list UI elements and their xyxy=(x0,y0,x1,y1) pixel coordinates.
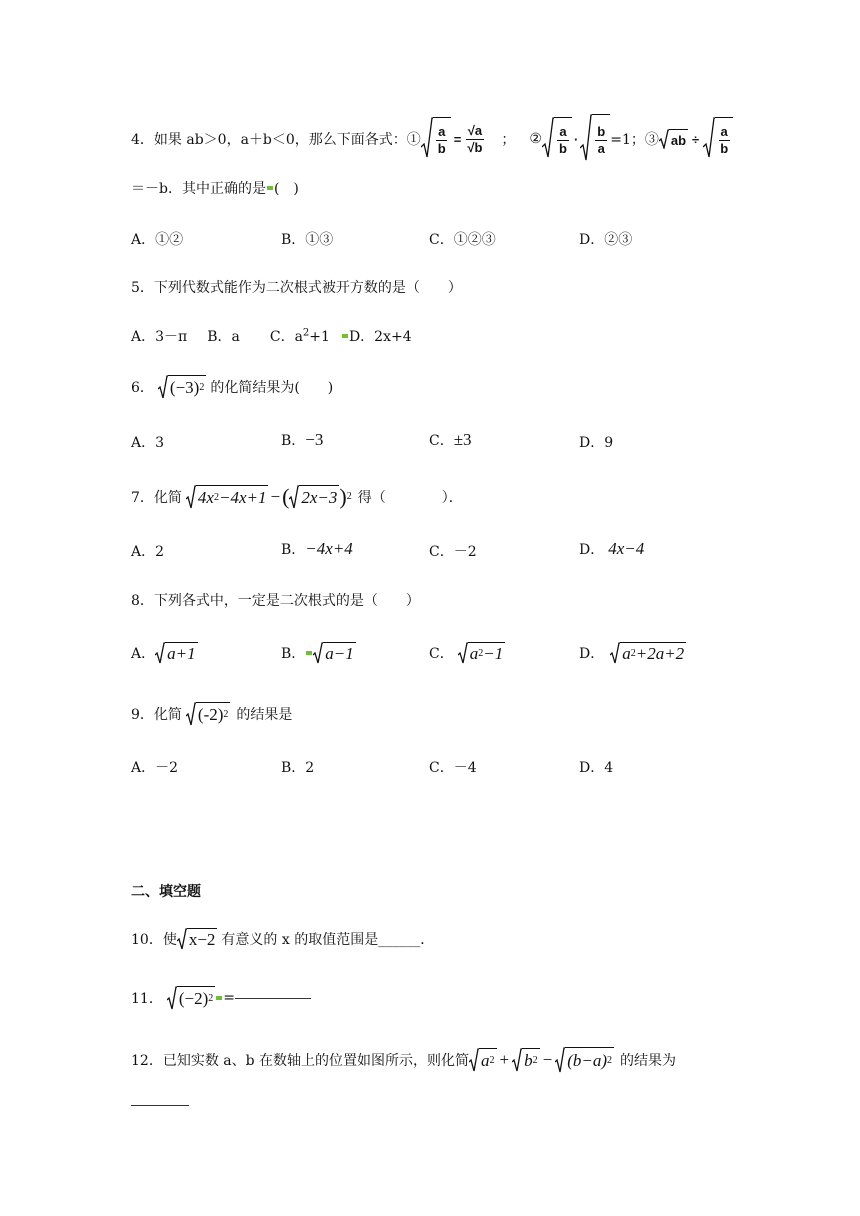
edit-marker-icon xyxy=(342,334,348,338)
q4-answer-paren: ( ) xyxy=(273,181,299,197)
q4-expr2-radical-b: $\frac{b}{a}$ xyxy=(580,114,610,164)
q5-option-b: B．a xyxy=(207,329,240,345)
q12-answer-blank[interactable] xyxy=(131,1104,189,1106)
q11-equals: = xyxy=(223,990,235,1006)
section-title-fill-in: 二、填空题 xyxy=(131,883,201,899)
q8-option-c: C． a 2 −1 xyxy=(429,644,504,663)
q6-option-d: D．9 xyxy=(579,435,614,451)
q4-expr1-rhs: $\frac{√a}{√b}$ xyxy=(467,122,483,155)
q4-option-b: B．①③ xyxy=(281,232,334,248)
q11-answer-blank[interactable] xyxy=(235,997,311,999)
q7-radical-2: 2x−3 xyxy=(289,485,339,509)
q4-stem: 4．如果 ab＞0，a＋b＜0，那么下面各式：① xyxy=(131,132,421,148)
q5-option-a: A．3－π xyxy=(131,329,188,345)
q4-expr3-radical-ab: ab xyxy=(659,129,688,149)
q12-radical-a: a 2 xyxy=(469,1048,497,1072)
q9-option-c: C．－4 xyxy=(429,760,477,776)
q7-option-c: C．－2 xyxy=(429,544,477,560)
q11-radical: (−2) 2 xyxy=(167,986,215,1010)
q4-expr3-radical-frac: $\frac{a}{b}$ xyxy=(703,117,733,161)
q4-option-c: C．①②③ xyxy=(429,232,496,248)
question-7: 7．化简 4x 2 −4x+1 − ( 2x−3 ) 2 得（ ）． xyxy=(131,484,463,509)
question-8: 8．下列各式中，一定是二次根式的是（ ） xyxy=(131,593,420,609)
q7-option-d: D． 4x−4 xyxy=(579,539,645,558)
q5-option-c: C．$a^2+1$ xyxy=(269,327,330,345)
q4-option-d: D．②③ xyxy=(579,232,633,248)
q4-stem-cont: ＝－b．其中正确的是 xyxy=(131,181,266,197)
q6-option-b: B． −3 xyxy=(281,430,324,449)
question-10: 10．使 x−2 有意义的 x 的取值范围是______． xyxy=(131,930,435,949)
q4-expr1-radical: $\frac{a}{b}$ xyxy=(421,117,451,161)
q10-radical: x−2 xyxy=(177,928,218,950)
q12-radical-ba: (b−a) 2 xyxy=(555,1047,614,1073)
q7-option-b: B． −4x+4 xyxy=(281,539,353,558)
q8-option-b: B． a−1 xyxy=(281,644,354,663)
question-4-line2 xyxy=(131,178,299,198)
q4-circle-2: ② xyxy=(529,131,542,147)
q8-option-a: A． a+1 xyxy=(131,644,196,663)
q6-option-c: C． ±3 xyxy=(429,430,472,449)
question-12: 12．已知实数 a、b 在数轴上的位置如图所示，则化简 a 2 + b 2 − (b−a) 2 的结果为 xyxy=(131,1047,676,1073)
question-6: 6． (−3) 2 的化简结果为( ) xyxy=(131,375,333,399)
q9-option-d: D．4 xyxy=(579,760,614,776)
q7-radical-1: 4x 2 −4x+1 xyxy=(186,485,269,509)
q6-radical: (−3) 2 xyxy=(158,375,206,399)
question-5: 5．下列代数式能作为二次根式被开方数的是（ ） xyxy=(131,280,462,296)
q4-expr2-radical-a: $\frac{a}{b}$ xyxy=(542,117,572,161)
q9-option-a: A．－2 xyxy=(131,760,179,776)
q9-option-b: B．2 xyxy=(281,760,315,776)
q7-option-a: A．2 xyxy=(131,544,165,560)
q5-options xyxy=(131,326,412,346)
question-11: 11． (−2) 2 = xyxy=(131,986,311,1010)
question-9: 9．化简 (-2) 2 的结果是 xyxy=(131,702,292,726)
q9-radical: (-2) 2 xyxy=(186,702,230,726)
q12-radical-b: b 2 xyxy=(512,1048,540,1072)
q8-option-d: D． a 2 +2a+2 xyxy=(579,644,685,663)
question-4-line1: 4．如果 ab＞0，a＋b＜0，那么下面各式：① $\frac{a}{b}$ = $\frac{√a}{√b}$ ； ② $\frac{a}{b}$ · $\frac{b}{a}$ =1；③ ab ÷ $\frac{a}{b}$ xyxy=(131,114,733,164)
q4-circle-3: =1；③ xyxy=(610,132,659,148)
edit-marker-icon xyxy=(267,186,273,190)
q4-option-a: A．①② xyxy=(131,232,184,248)
edit-marker-icon xyxy=(216,996,222,1000)
q4-divide: ÷ xyxy=(692,131,700,147)
q5-option-d: D．2x+4 xyxy=(348,329,412,345)
q6-option-a: A．3 xyxy=(131,435,165,451)
q4-separator: ； xyxy=(501,132,516,148)
edit-marker-icon xyxy=(306,651,312,655)
